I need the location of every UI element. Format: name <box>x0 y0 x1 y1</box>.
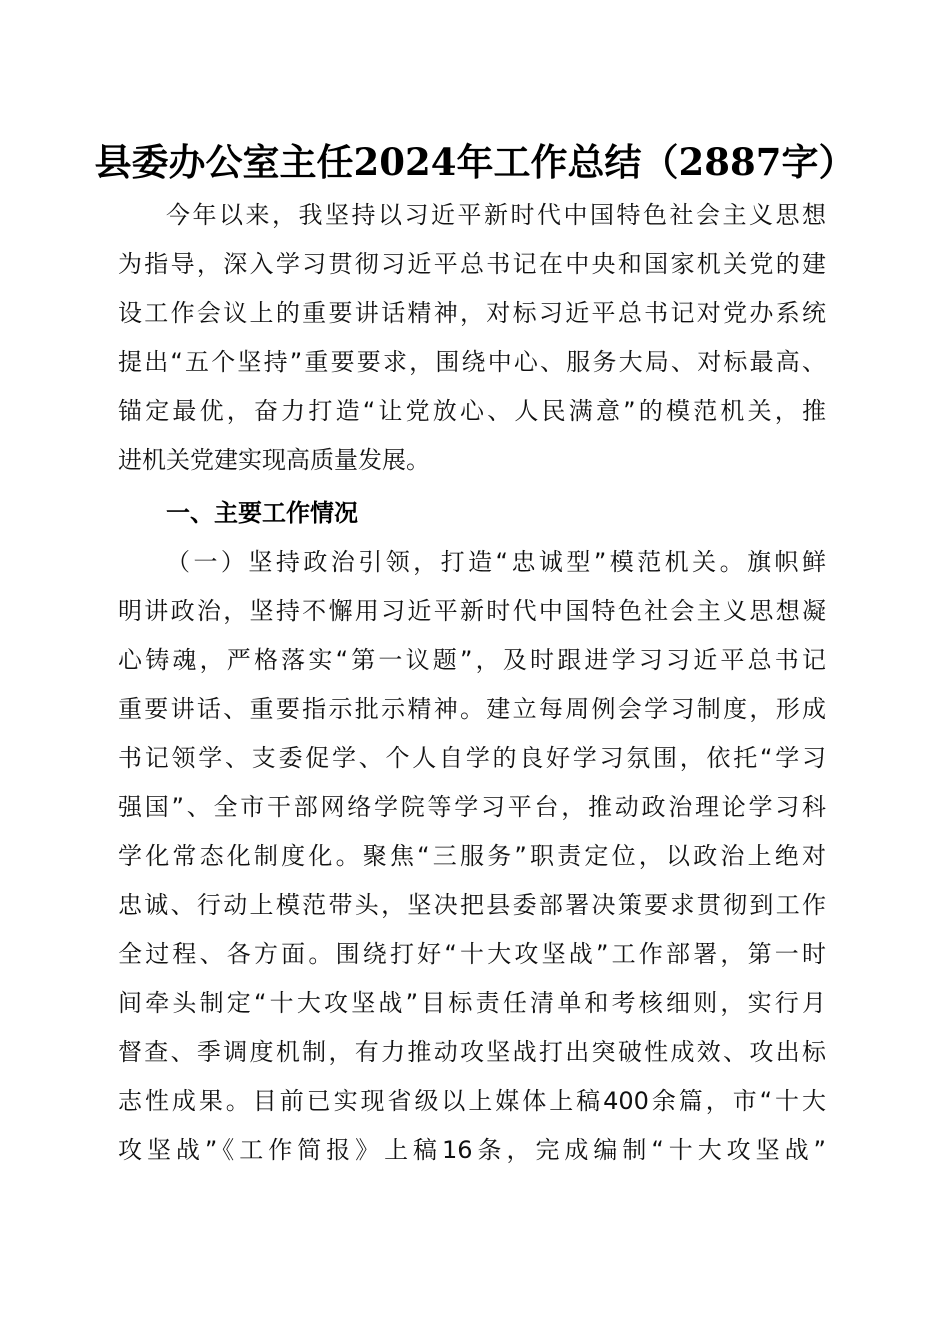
section-line: 书记领学、支委促学、个人自学的良好学习氛围，依托“学习 <box>118 744 826 772</box>
document-title: 县委办公室主任2024年工作总结（2887字） <box>94 140 856 184</box>
intro-paragraph <box>118 191 826 485</box>
intro-line: 进机关党建实现高质量发展。 <box>118 446 430 474</box>
section-line: 重要讲话、重要指示批示精神。建立每周例会学习制度，形成 <box>118 695 826 723</box>
section-line: 志性成果。目前已实现省级以上媒体上稿400余篇，市“十大 <box>118 1087 826 1115</box>
section-line: 攻坚战”《工作简报》上稿16条，完成编制“十大攻坚战” <box>118 1136 826 1164</box>
section-line: 督查、季调度机制，有力推动攻坚战打出突破性成效、攻出标 <box>118 1038 826 1066</box>
intro-line: 锚定最优，奋力打造“让党放心、人民满意”的模范机关，推 <box>118 397 826 425</box>
section-line: 心铸魂，严格落实“第一议题”，及时跟进学习习近平总书记 <box>118 646 826 674</box>
intro-line: 为指导，深入学习贯彻习近平总书记在中央和国家机关党的建 <box>118 250 826 278</box>
intro-line: 设工作会议上的重要讲话精神，对标习近平总书记对党办系统 <box>118 299 826 327</box>
section-line: 学化常态化制度化。聚焦“三服务”职责定位，以政治上绝对 <box>118 842 826 870</box>
intro-line: 今年以来，我坚持以习近平新时代中国特色社会主义思想 <box>166 201 826 229</box>
section-line: 全过程、各方面。围绕打好“十大攻坚战”工作部署，第一时 <box>118 940 826 968</box>
section-paragraph <box>118 538 826 1175</box>
section-line: 间牵头制定“十大攻坚战”目标责任清单和考核细则，实行月 <box>118 989 826 1017</box>
intro-line: 提出“五个坚持”重要要求，围绕中心、服务大局、对标最高、 <box>118 348 826 376</box>
section-line: （一）坚持政治引领，打造“忠诚型”模范机关。旗帜鲜 <box>166 548 826 576</box>
section-line: 明讲政治，坚持不懈用习近平新时代中国特色社会主义思想凝 <box>118 597 826 625</box>
section-line: 强国”、全市干部网络学院等学习平台，推动政治理论学习科 <box>118 793 826 821</box>
section-heading: 一、主要工作情况 <box>166 499 358 527</box>
section-line: 忠诚、行动上模范带头，坚决把县委部署决策要求贯彻到工作 <box>118 891 826 919</box>
